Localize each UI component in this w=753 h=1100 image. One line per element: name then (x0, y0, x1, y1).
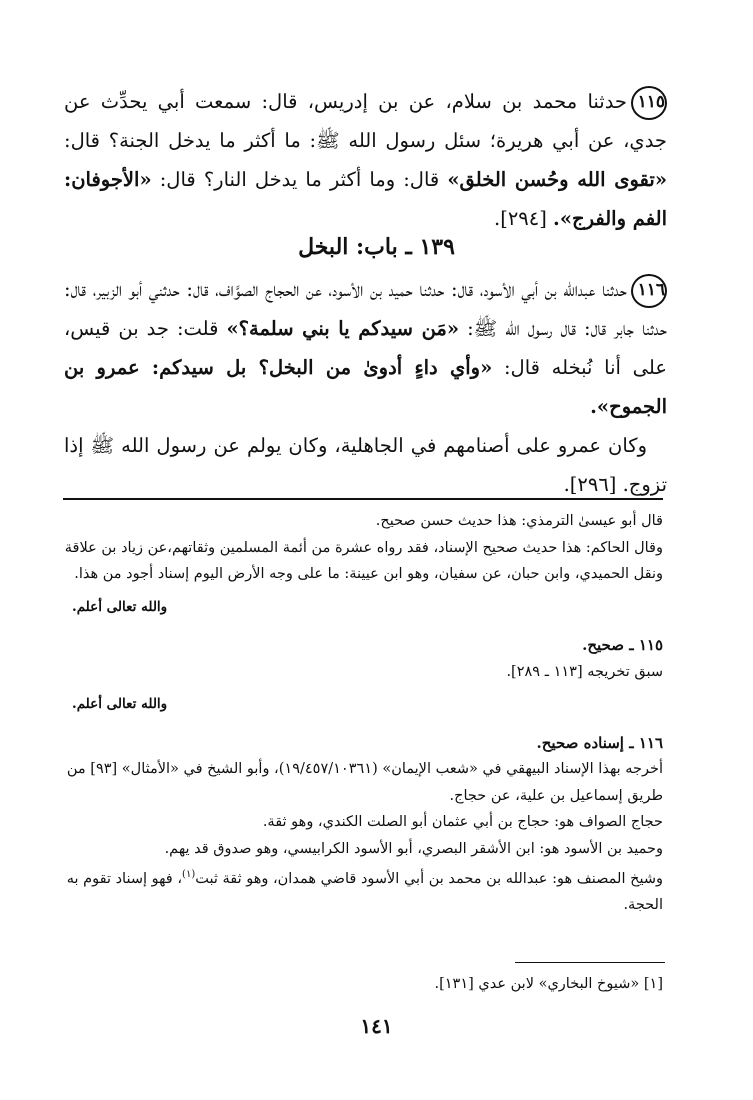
hadith-quote: «الأجوفان: الفم والفرج». (64, 168, 667, 230)
page-number: ١٤١ (360, 1014, 393, 1038)
note-line: حجاج الصواف هو: حجاج بن أبي عثمان أبو الصلت الكندي، وهو ثقة. (262, 814, 663, 830)
hadith-text: حدثنا عبدالله بن أبي الأسود، قال: حدثنا حميد بن الأسود، عن الحجاج الصوَّاف، قال: حدثني أبو الزبير، قال: حدثنا جابر قال: قال رسول الله ﷺ: (64, 278, 667, 340)
hadith-text: قال: وما أكثر ما يدخل النار؟ قال: (151, 168, 448, 191)
section-divider (63, 498, 663, 500)
note-line: سبق تخريجه [١١٣ ـ ٢٨٩]. (506, 663, 663, 680)
hadith-quote: «وأي داءٍ أدوىٰ من البخل؟ بل سيدكم: عمرو بن الجموح». (64, 356, 667, 418)
note-text: وشيخ المصنف هو: عبدالله بن محمد بن أبي الأسود قاضي همدان، وهو ثقة ثبت (195, 870, 663, 887)
hadith-quote: «مَن سيدكم يا بني سلمة؟» (226, 317, 460, 340)
note-line: قال أبو عيسىٰ الترمذي: هذا حديث حسن صحيح. (375, 513, 663, 529)
signoff: والله تعالى أعلم. (72, 696, 168, 712)
hadith-continuation: وكان عمرو على أصنامهم في الجاهلية، وكان يولم عن رسول الله ﷺ إذا تزوج. [٢٩٦]. (64, 434, 667, 496)
note-line: ونقل الحميدي، وابن حبان، عن سفيان، وهو ابن عيينة: ما على وجه الأرض اليوم إسناد أجود من هذا. (74, 566, 663, 582)
note-text: ، فهو إسناد تقوم به الحجة. (66, 870, 663, 914)
note-line: وقال الحاكم: هذا حديث صحيح الإسناد، فقد رواه عشرة من أئمة المسلمين وثقاتهم،عن زياد بن علاقة (64, 539, 663, 556)
hadith-115 (64, 82, 667, 238)
hadith-number-badge: ١١٥ (631, 86, 667, 120)
hadith-text: حدثنا محمد بن سلام، عن بن إدريس، قال: سمعت أبي يحدِّث عن جدي، عن أبي هريرة؛ سئل رسول الله ﷺ: ما أكثر ما يدخل الجنة؟ قال: (64, 90, 667, 152)
signoff: والله تعالى أعلم. (72, 598, 168, 615)
note-line (64, 862, 663, 919)
grading-heading: ١١٥ ـ صحيح. (582, 636, 663, 654)
footnote-ref[interactable]: (١) (182, 869, 196, 880)
footnote: [١] «شيوخ البخاري» لابن عدي [١٣١]. (434, 976, 663, 992)
commentary-notes (64, 508, 663, 919)
note-line: أخرجه بهذا الإسناد البيهقي في «شعب الإيمان» (١٩/٤٥٧/١٠٣٦١)، وأبو الشيخ في «الأمثال» [٩٣] من طريق إسماعيل بن علية، عن حجاج. (66, 761, 663, 804)
hadith-text: قلت: جد بن قيس، على أنا نُبخله قال: (64, 317, 667, 379)
note-line: وحميد بن الأسود هو: ابن الأشقر البصري، أبو الأسود الكرابيسي، وهو صدوق قد يهم. (164, 840, 663, 857)
chapter-heading: ١٣٩ ـ باب: البخل (298, 234, 455, 260)
footnote-divider (515, 962, 665, 963)
hadith-quote: «تقوى الله وحُسن الخلق» (447, 168, 668, 191)
hadith-116 (64, 270, 667, 504)
hadith-number-badge: ١١٦ (631, 274, 667, 308)
hadith-reference: [٢٩٤]. (494, 207, 554, 230)
grading-heading: ١١٦ ـ إسناده صحيح. (536, 733, 663, 752)
